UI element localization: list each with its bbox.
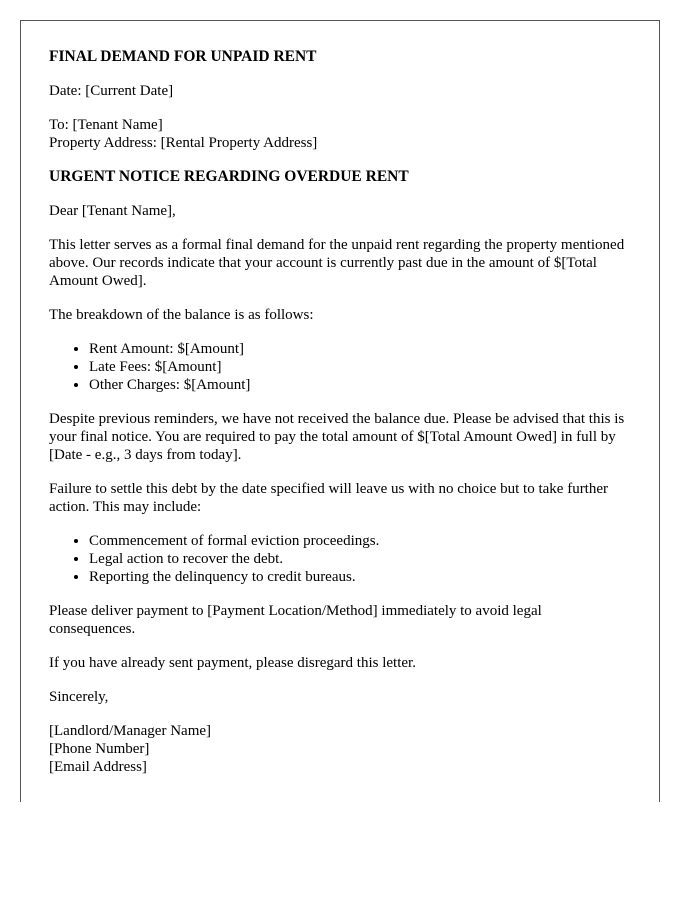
list-item: • Other Charges: $[Amount] <box>89 376 631 394</box>
letter-title: FINAL DEMAND FOR UNPAID RENT <box>49 48 317 65</box>
signature-block <box>49 722 631 776</box>
signature-name: [Landlord/Manager Name] <box>49 723 212 739</box>
demand-paragraph: Despite previous reminders, we have not received the balance due. Please be advised that this is your final notice. You are required to pay the total amount of $[Total Amount Owed] in full by [Date - e.g., 3 days from today]. <box>49 411 625 463</box>
breakdown-list <box>49 340 631 394</box>
to-line: To: [Tenant Name] <box>49 117 163 133</box>
list-item: • Commencement of formal eviction proceedings. <box>89 532 631 550</box>
signature-phone: [Phone Number] <box>49 741 150 757</box>
disregard-paragraph: If you have already sent payment, please disregard this letter. <box>49 655 416 671</box>
closing: Sincerely, <box>49 689 109 705</box>
payment-paragraph: Please deliver payment to [Payment Location/Method] immediately to avoid legal consequences. <box>49 603 542 637</box>
list-item: • Legal action to recover the debt. <box>89 550 631 568</box>
salutation: Dear [Tenant Name], <box>49 203 176 219</box>
list-item: • Rent Amount: $[Amount] <box>89 340 631 358</box>
list-item: • Late Fees: $[Amount] <box>89 358 631 376</box>
subject-heading: URGENT NOTICE REGARDING OVERDUE RENT <box>49 168 409 185</box>
intro-paragraph: This letter serves as a formal final demand for the unpaid rent regarding the property mentioned above. Our records indicate that your account is currently past due in the amount of $[Total Amount Owed]. <box>49 237 625 289</box>
property-address-line: Property Address: [Rental Property Address] <box>49 135 318 151</box>
action-list <box>49 532 631 586</box>
letter-page <box>20 20 660 802</box>
signature-email: [Email Address] <box>49 759 147 775</box>
date-line: Date: [Current Date] <box>49 83 174 99</box>
breakdown-intro: The breakdown of the balance is as follows: <box>49 307 314 323</box>
failure-paragraph: Failure to settle this debt by the date specified will leave us with no choice but to take further action. This may include: <box>49 481 609 515</box>
list-item: • Reporting the delinquency to credit bureaus. <box>89 568 631 586</box>
recipient-block <box>49 116 631 152</box>
